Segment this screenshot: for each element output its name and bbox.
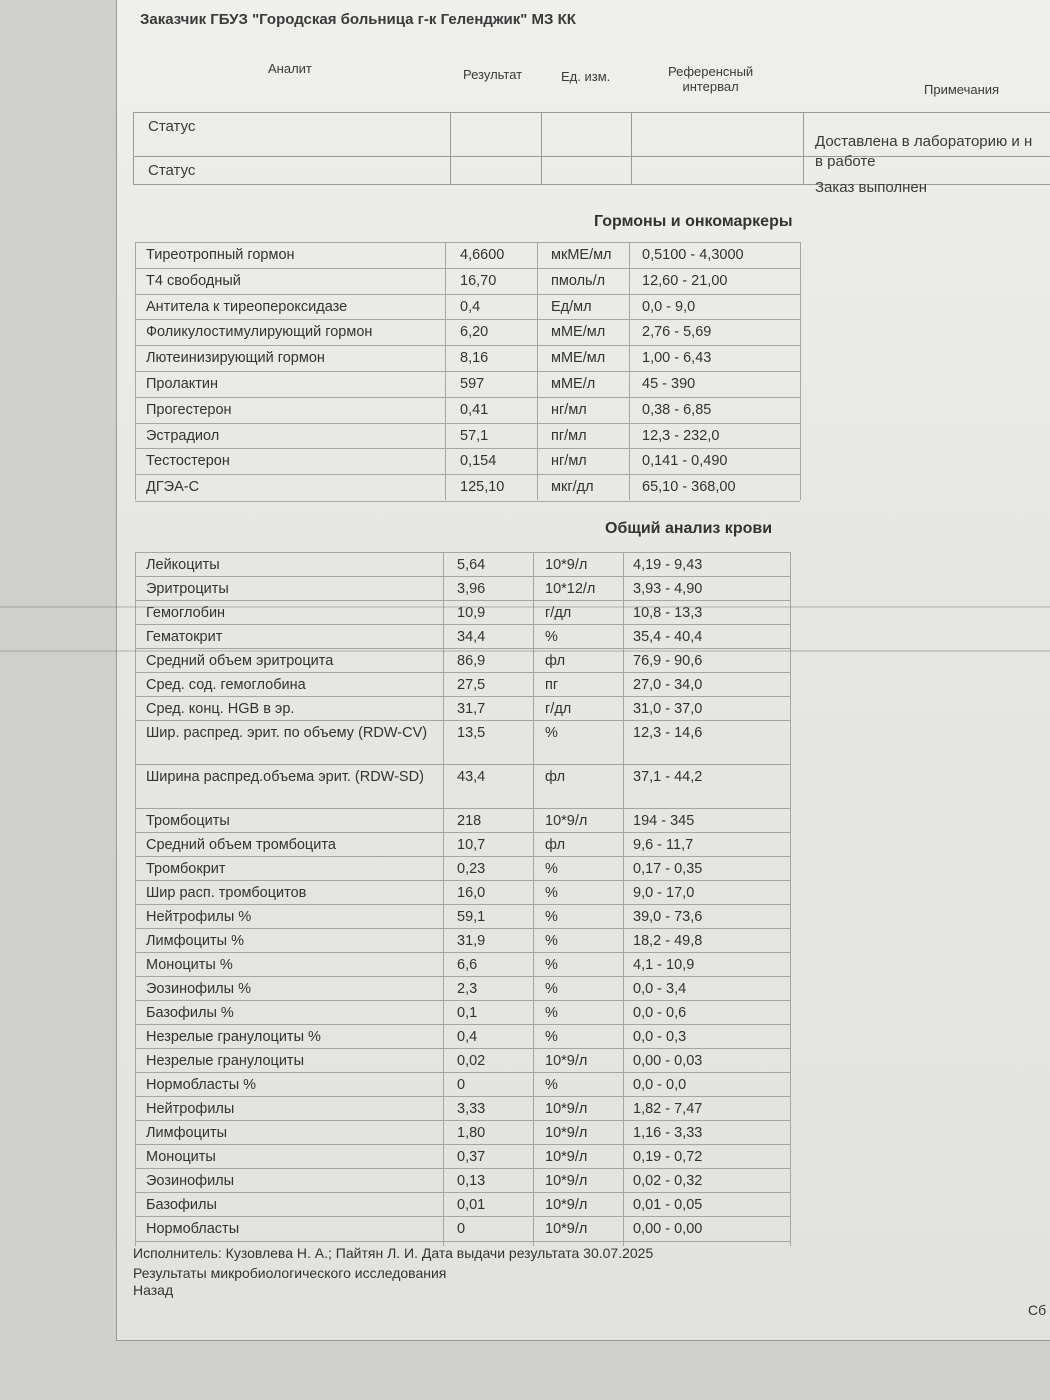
reference-range: 0,0 - 0,3 <box>633 1029 687 1045</box>
table-row <box>135 696 790 721</box>
analyte-name: Ширина распред.объема эрит. (RDW-SD) <box>146 769 424 785</box>
unit-value: % <box>545 885 558 901</box>
executor-line: Исполнитель: Кузовлева Н. А.; Пайтян Л. И. Дата выдачи результата 30.07.2025 <box>133 1245 654 1261</box>
unit-value: фл <box>545 837 566 853</box>
result-value: 27,5 <box>457 677 486 693</box>
reference-range: 12,3 - 232,0 <box>642 427 720 444</box>
unit-value: 10*9/л <box>545 813 588 829</box>
analyte-name: Гематокрит <box>146 629 223 645</box>
reference-range: 65,10 - 368,00 <box>642 479 736 496</box>
unit-value: пмоль/л <box>551 272 606 289</box>
unit-value: нг/мл <box>551 453 587 470</box>
analyte-name: Тромбоциты <box>146 813 230 829</box>
table-row <box>135 764 790 809</box>
result-value: 31,9 <box>457 933 486 949</box>
reference-range: 0,38 - 6,85 <box>642 401 712 418</box>
table-row <box>135 1168 790 1193</box>
result-value: 0,4 <box>460 298 481 315</box>
table-row <box>135 1024 790 1049</box>
unit-value: % <box>545 861 558 877</box>
table-row <box>135 1000 790 1025</box>
unit-value: мМЕ/мл <box>551 350 606 367</box>
col-header-unit: Ед. изм. <box>561 69 611 84</box>
table-row <box>135 976 790 1001</box>
result-value: 0 <box>457 1077 466 1093</box>
section-title-blood: Общий анализ крови <box>605 520 773 537</box>
table-row <box>135 1144 790 1169</box>
result-value: 16,70 <box>460 272 497 289</box>
reference-range: 0,00 - 0,03 <box>633 1053 703 1069</box>
reference-range: 10,8 - 13,3 <box>633 605 703 621</box>
analyte-name: Шир. распред. эрит. по объему (RDW-CV) <box>146 725 428 741</box>
reference-range: 0,01 - 0,05 <box>633 1197 703 1213</box>
table-row <box>135 448 800 475</box>
table-row <box>135 1072 790 1097</box>
result-value: 3,96 <box>457 581 486 597</box>
reference-range: 0,00 - 0,00 <box>633 1221 703 1237</box>
analyte-name: Тромбокрит <box>146 861 226 877</box>
result-value: 597 <box>460 376 485 392</box>
result-value: 34,4 <box>457 629 486 645</box>
analyte-name: Средний объем тромбоцита <box>146 837 336 853</box>
unit-value: % <box>545 1077 558 1093</box>
table-row <box>135 268 800 295</box>
customer-line: Заказчик ГБУЗ "Городская больница г-к Геленджик" МЗ КК <box>140 11 576 28</box>
unit-value: % <box>545 981 558 997</box>
unit-value: 10*9/л <box>545 1101 588 1117</box>
reference-range: 0,5100 - 4,3000 <box>642 247 744 263</box>
unit-value: фл <box>545 653 566 669</box>
analyte-name: Тестостерон <box>146 453 230 470</box>
table-row <box>135 423 800 450</box>
col-header-result: Результат <box>463 67 523 82</box>
analyte-name: Незрелые гранулоциты % <box>146 1029 321 1045</box>
reference-range: 0,0 - 0,6 <box>633 1005 687 1021</box>
table-row <box>135 1048 790 1073</box>
unit-value: г/дл <box>545 701 572 717</box>
result-value: 43,4 <box>457 769 486 785</box>
hormones-table <box>135 242 800 500</box>
result-value: 5,64 <box>457 557 486 573</box>
unit-value: 10*9/л <box>545 1221 588 1237</box>
table-row <box>135 294 800 321</box>
result-value: 31,7 <box>457 701 486 717</box>
result-value: 16,0 <box>457 885 486 901</box>
unit-value: 10*9/л <box>545 1053 588 1069</box>
table-row <box>135 1096 790 1121</box>
unit-value: 10*9/л <box>545 1125 588 1141</box>
table-row <box>135 880 790 905</box>
unit-value: % <box>545 725 558 741</box>
reference-range: 0,0 - 9,0 <box>642 298 696 315</box>
analyte-name: Пролактин <box>146 376 219 392</box>
analyte-name: Базофилы % <box>146 1005 234 1021</box>
table-row <box>135 952 790 977</box>
analyte-name: Средний объем эритроцита <box>146 653 334 669</box>
analyte-name: Базофилы <box>146 1197 217 1213</box>
reference-range: 18,2 - 49,8 <box>633 933 703 949</box>
result-value: 59,1 <box>457 909 486 925</box>
table-row <box>135 904 790 929</box>
reference-range: 76,9 - 90,6 <box>633 653 703 669</box>
result-value: 0,13 <box>457 1173 486 1189</box>
table-row <box>135 856 790 881</box>
unit-value: % <box>545 909 558 925</box>
table-row <box>135 371 800 398</box>
result-value: 3,33 <box>457 1101 486 1117</box>
reference-range: 2,76 - 5,69 <box>642 324 712 341</box>
result-value: 13,5 <box>457 725 486 741</box>
result-value: 218 <box>457 813 482 829</box>
analyte-name: Нейтрофилы % <box>146 909 252 925</box>
unit-value: г/дл <box>545 605 572 621</box>
unit-value: Ед/мл <box>551 298 592 315</box>
table-row <box>135 600 790 625</box>
table-row <box>135 1120 790 1145</box>
analyte-name: Сред. конц. HGB в эр. <box>146 701 295 717</box>
status-label: Статус <box>148 118 196 135</box>
paper-fold <box>0 606 1050 608</box>
analyte-name: Нормобласты % <box>146 1077 257 1093</box>
reference-range: 0,0 - 3,4 <box>633 981 687 997</box>
analyte-name: Незрелые гранулоциты <box>146 1053 304 1069</box>
analyte-name: Прогестерон <box>146 401 232 418</box>
reference-range: 3,93 - 4,90 <box>633 581 703 597</box>
result-value: 0,1 <box>457 1005 478 1021</box>
result-value: 0,154 <box>460 453 497 470</box>
table-row <box>135 624 790 649</box>
unit-value: мМЕ/л <box>551 376 596 392</box>
reference-range: 31,0 - 37,0 <box>633 701 703 717</box>
status-label: Статус <box>148 162 196 179</box>
analyte-name: Гемоглобин <box>146 605 226 621</box>
analyte-name: Фоликулостимулирующий гормон <box>146 324 373 341</box>
reference-range: 1,16 - 3,33 <box>633 1125 703 1141</box>
analyte-name: Нормобласты <box>146 1221 240 1237</box>
unit-value: нг/мл <box>551 401 587 418</box>
reference-range: 27,0 - 34,0 <box>633 677 703 693</box>
analyte-name: ДГЭА-С <box>146 479 200 496</box>
status-note: Доставлена в лабораторию и н в работе <box>815 133 1033 170</box>
unit-value: % <box>545 1029 558 1045</box>
reference-range: 0,17 - 0,35 <box>633 861 703 877</box>
result-value: 0,41 <box>460 401 489 418</box>
col-header-notes: Примечания <box>924 82 1000 97</box>
table-row <box>135 672 790 697</box>
status-table <box>133 112 1050 196</box>
analyte-name: Эритроциты <box>146 581 229 597</box>
reference-range: 12,3 - 14,6 <box>633 725 703 741</box>
reference-range: 35,4 - 40,4 <box>633 629 703 645</box>
table-row <box>135 552 790 577</box>
result-value: 0 <box>457 1221 466 1237</box>
col-header-reference: Референсный интервал <box>668 64 754 94</box>
result-value: 0,02 <box>457 1053 486 1069</box>
blood-table <box>135 552 790 1246</box>
result-value: 0,4 <box>457 1029 478 1045</box>
reference-range: 39,0 - 73,6 <box>633 909 703 925</box>
analyte-name: Эстрадиол <box>146 427 220 444</box>
analyte-name: Антитела к тиреопероксидазе <box>146 298 348 315</box>
col-header-analyte: Аналит <box>268 61 312 76</box>
paper-fold <box>0 650 1050 652</box>
reference-range: 9,0 - 17,0 <box>633 885 695 901</box>
result-value: 86,9 <box>457 653 486 669</box>
reference-range: 1,82 - 7,47 <box>633 1101 703 1117</box>
status-note: Заказ выполнен <box>815 179 928 196</box>
table-row <box>135 319 800 346</box>
reference-range: 194 - 345 <box>633 813 695 829</box>
result-value: 6,6 <box>457 957 478 973</box>
reference-range: 0,02 - 0,32 <box>633 1173 703 1189</box>
reference-range: 4,19 - 9,43 <box>633 557 703 573</box>
reference-range: 9,6 - 11,7 <box>633 837 694 853</box>
analyte-name: Шир расп. тромбоцитов <box>146 885 307 901</box>
unit-value: мкМЕ/мл <box>551 247 612 263</box>
reference-range: 12,60 - 21,00 <box>642 272 728 289</box>
reference-range: 37,1 - 44,2 <box>633 769 703 785</box>
unit-value: фл <box>545 769 566 785</box>
result-value: 8,16 <box>460 350 489 367</box>
result-value: 10,9 <box>457 605 486 621</box>
analyte-name: Сред. сод. гемоглобина <box>146 677 306 693</box>
reference-range: 45 - 390 <box>642 376 696 392</box>
result-value: 0,37 <box>457 1149 486 1165</box>
unit-value: пг <box>545 677 559 693</box>
result-value: 10,7 <box>457 837 486 853</box>
unit-value: 10*9/л <box>545 1149 588 1165</box>
unit-value: мМЕ/мл <box>551 324 606 341</box>
analyte-name: Лимфоциты % <box>146 933 244 949</box>
table-row <box>135 576 790 601</box>
unit-value: % <box>545 629 558 645</box>
analyte-name: Нейтрофилы <box>146 1101 235 1117</box>
reference-range: 0,19 - 0,72 <box>633 1149 703 1165</box>
table-row <box>135 474 800 502</box>
analyte-name: Т4 свободный <box>146 272 241 289</box>
table-row <box>135 1216 790 1242</box>
reference-range: 1,00 - 6,43 <box>642 350 712 367</box>
unit-value: 10*9/л <box>545 1173 588 1189</box>
table-row <box>135 832 790 857</box>
result-value: 4,6600 <box>460 247 505 263</box>
result-value: 57,1 <box>460 427 489 444</box>
table-row <box>135 928 790 953</box>
cut-off-text: Сб <box>1028 1302 1047 1318</box>
unit-value: 10*12/л <box>545 581 596 597</box>
table-row <box>135 808 790 833</box>
result-value: 0,01 <box>457 1197 486 1213</box>
table-row <box>135 397 800 424</box>
analyte-name: Тиреотропный гормон <box>146 247 295 263</box>
reference-range: 0,0 - 0,0 <box>633 1077 687 1093</box>
analyte-name: Моноциты <box>146 1149 216 1165</box>
analyte-name: Эозинофилы % <box>146 981 251 997</box>
result-value: 1,80 <box>457 1125 486 1141</box>
analyte-name: Лютеинизирующий гормон <box>146 350 325 367</box>
micro-results-link[interactable]: Результаты микробиологического исследования <box>133 1265 447 1281</box>
unit-value: мкг/дл <box>551 479 594 496</box>
analyte-name: Лейкоциты <box>146 557 220 573</box>
unit-value: % <box>545 957 558 973</box>
unit-value: % <box>545 1005 558 1021</box>
analyte-name: Эозинофилы <box>146 1173 235 1189</box>
result-value: 6,20 <box>460 324 489 341</box>
reference-range: 0,141 - 0,490 <box>642 453 728 470</box>
unit-value: пг/мл <box>551 427 587 444</box>
analyte-name: Лимфоциты <box>146 1125 228 1141</box>
unit-value: 10*9/л <box>545 1197 588 1213</box>
analyte-name: Моноциты % <box>146 957 233 973</box>
reference-range: 4,1 - 10,9 <box>633 957 695 973</box>
table-row <box>135 345 800 372</box>
unit-value: 10*9/л <box>545 557 588 573</box>
table-row <box>135 720 790 765</box>
result-value: 2,3 <box>457 981 478 997</box>
table-row <box>135 242 800 269</box>
result-value: 125,10 <box>460 479 505 496</box>
back-link[interactable]: Назад <box>133 1282 174 1298</box>
result-value: 0,23 <box>457 861 486 877</box>
unit-value: % <box>545 933 558 949</box>
table-row <box>135 1192 790 1217</box>
section-title-hormones: Гормоны и онкомаркеры <box>594 213 793 230</box>
